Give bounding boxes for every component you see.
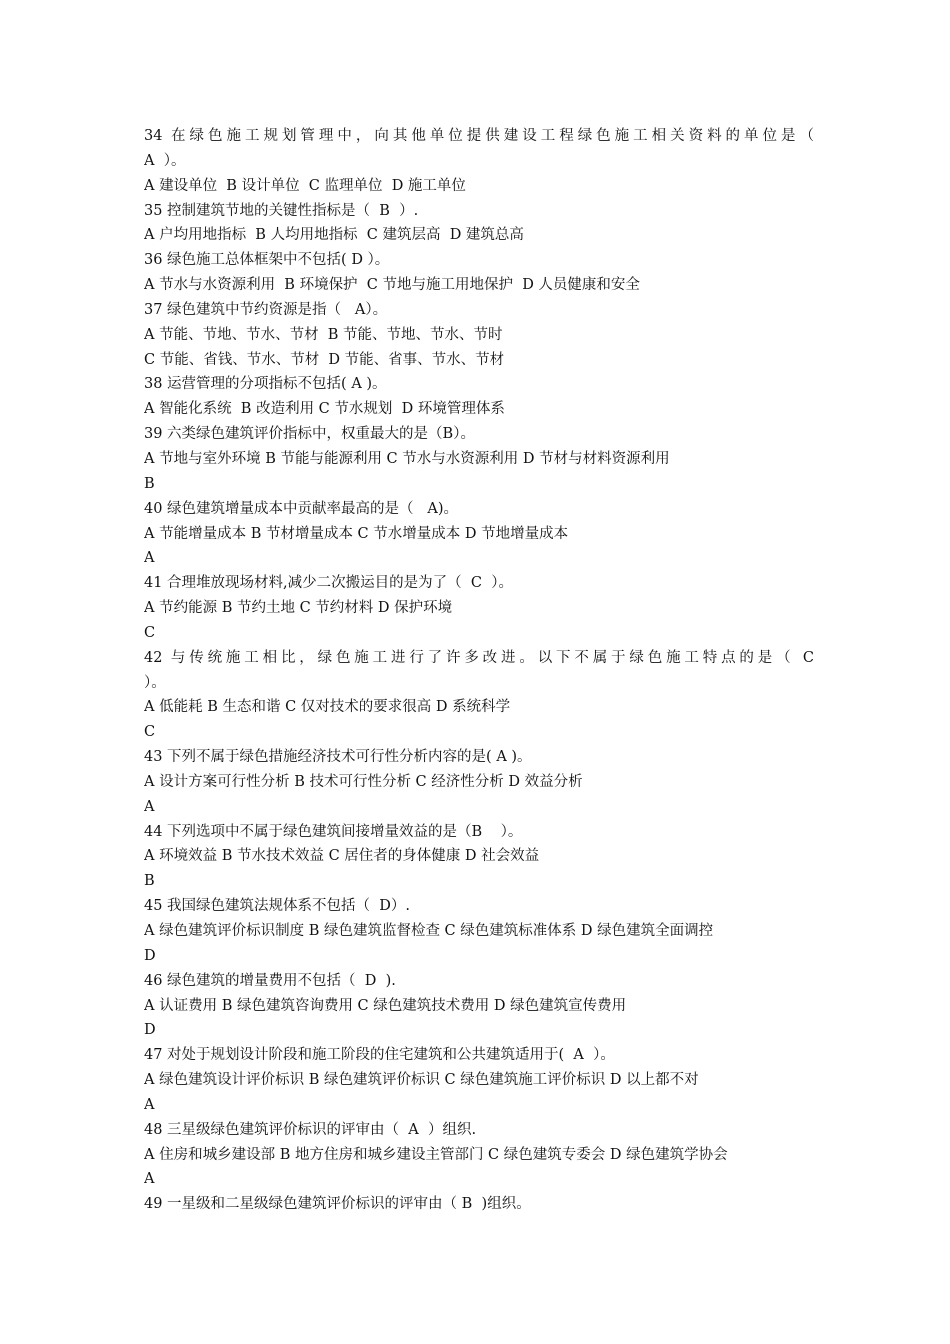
question-46-answer: D xyxy=(144,1022,156,1039)
question-34-options: A 建设单位 B 设计单位 C 监理单位 D 施工单位 xyxy=(144,177,466,194)
question-37-text: 37 绿色建筑中节约资源是指（ A）。 xyxy=(144,301,388,318)
question-42-text: 42 与传统施工相比，绿色施工进行了许多改进。以下不属于绿色施工特点的是（ C xyxy=(144,649,814,666)
question-42-answer: C xyxy=(144,724,156,741)
question-41-options: A 节约能源 B 节约土地 C 节约材料 D 保护环境 xyxy=(144,600,453,617)
question-35-options: A 户均用地指标 B 人均用地指标 C 建筑层高 D 建筑总高 xyxy=(144,227,524,244)
question-43-text: 43 下列不属于绿色措施经济技术可行性分析内容的是( A )。 xyxy=(144,749,532,766)
question-44-text: 44 下列选项中不属于绿色建筑间接增量效益的是（B ）。 xyxy=(144,823,523,840)
question-47-text: 47 对处于规划设计阶段和施工阶段的住宅建筑和公共建筑适用于( A ）。 xyxy=(144,1047,615,1064)
question-39-answer: B xyxy=(144,475,155,492)
question-48-options: A 住房和城乡建设部 B 地方住房和城乡建设主管部门 C 绿色建筑专委会 D 绿色建筑学协会 xyxy=(144,1146,728,1163)
question-37-options-cd: C 节能、省钱、节水、节材 D 节能、省事、节水、节材 xyxy=(144,351,505,368)
question-47-options: A 绿色建筑设计评价标识 B 绿色建筑评价标识 C 绿色建筑施工评价标识 D 以上都不对 xyxy=(144,1072,699,1089)
question-43-answer: A xyxy=(144,798,155,815)
question-34-text: 34 在绿色施工规划管理中，向其他单位提供建设工程绿色施工相关资料的单位是（ xyxy=(144,128,814,144)
question-44-answer: B xyxy=(144,873,155,890)
question-36-text: 36 绿色施工总体框架中不包括( D ）。 xyxy=(144,252,390,269)
question-47-answer: A xyxy=(144,1096,155,1113)
question-43-options: A 设计方案可行性分析 B 技术可行性分析 C 经济性分析 D 效益分析 xyxy=(144,773,583,790)
question-42-text-cont: ）。 xyxy=(144,674,166,691)
question-40-text: 40 绿色建筑增量成本中贡献率最高的是（ A)。 xyxy=(144,500,459,517)
question-45-options: A 绿色建筑评价标识制度 B 绿色建筑监督检查 C 绿色建筑标准体系 D 绿色建筑全面调控 xyxy=(144,923,714,939)
question-35-text: 35 控制建筑节地的关键性指标是（ B ）. xyxy=(144,202,419,219)
question-46-text: 46 绿色建筑的增量费用不包括（ D ). xyxy=(144,972,396,989)
question-40-options: A 节能增量成本 B 节材增量成本 C 节水增量成本 D 节地增量成本 xyxy=(144,525,569,542)
question-44-options: A 环境效益 B 节水技术效益 C 居住者的身体健康 D 社会效益 xyxy=(144,848,540,865)
question-48-text: 48 三星级绿色建筑评价标识的评审由（ A ）组织. xyxy=(144,1121,477,1138)
question-40-answer: A xyxy=(144,550,155,567)
question-38-options: A 智能化系统 B 改造利用 C 节水规划 D 环境管理体系 xyxy=(144,401,505,418)
question-39-text: 39 六类绿色建筑评价指标中，权重最大的是（B）。 xyxy=(144,426,475,443)
question-46-options: A 认证费用 B 绿色建筑咨询费用 C 绿色建筑技术费用 D 绿色建筑宣传费用 xyxy=(144,997,627,1014)
question-45-text: 45 我国绿色建筑法规体系不包括（ D）. xyxy=(144,898,411,915)
question-36-options: A 节水与水资源利用 B 环境保护 C 节地与施工用地保护 D 人员健康和安全 xyxy=(144,277,640,294)
question-48-answer: A xyxy=(144,1171,155,1188)
question-38-text: 38 运营管理的分项指标不包括( A )。 xyxy=(144,376,387,393)
question-34-answer: A ）。 xyxy=(144,152,186,169)
document-page xyxy=(144,124,814,1217)
question-42-options: A 低能耗 B 生态和谐 C 仅对技术的要求很高 D 系统科学 xyxy=(144,699,511,716)
question-41-answer: C xyxy=(144,624,156,641)
question-41-text: 41 合理堆放现场材料,减少二次搬运目的是为了（ C ）。 xyxy=(144,575,513,592)
question-37-options-ab: A 节能、节地、节水、节材 B 节能、节地、节水、节时 xyxy=(144,326,503,343)
question-39-options: A 节地与室外环境 B 节能与能源利用 C 节水与水资源利用 D 节材与材料资源利用 xyxy=(144,450,670,467)
question-45-answer: D xyxy=(144,947,156,964)
question-49-text: 49 一星级和二星级绿色建筑评价标识的评审由（ B )组织。 xyxy=(144,1196,531,1213)
